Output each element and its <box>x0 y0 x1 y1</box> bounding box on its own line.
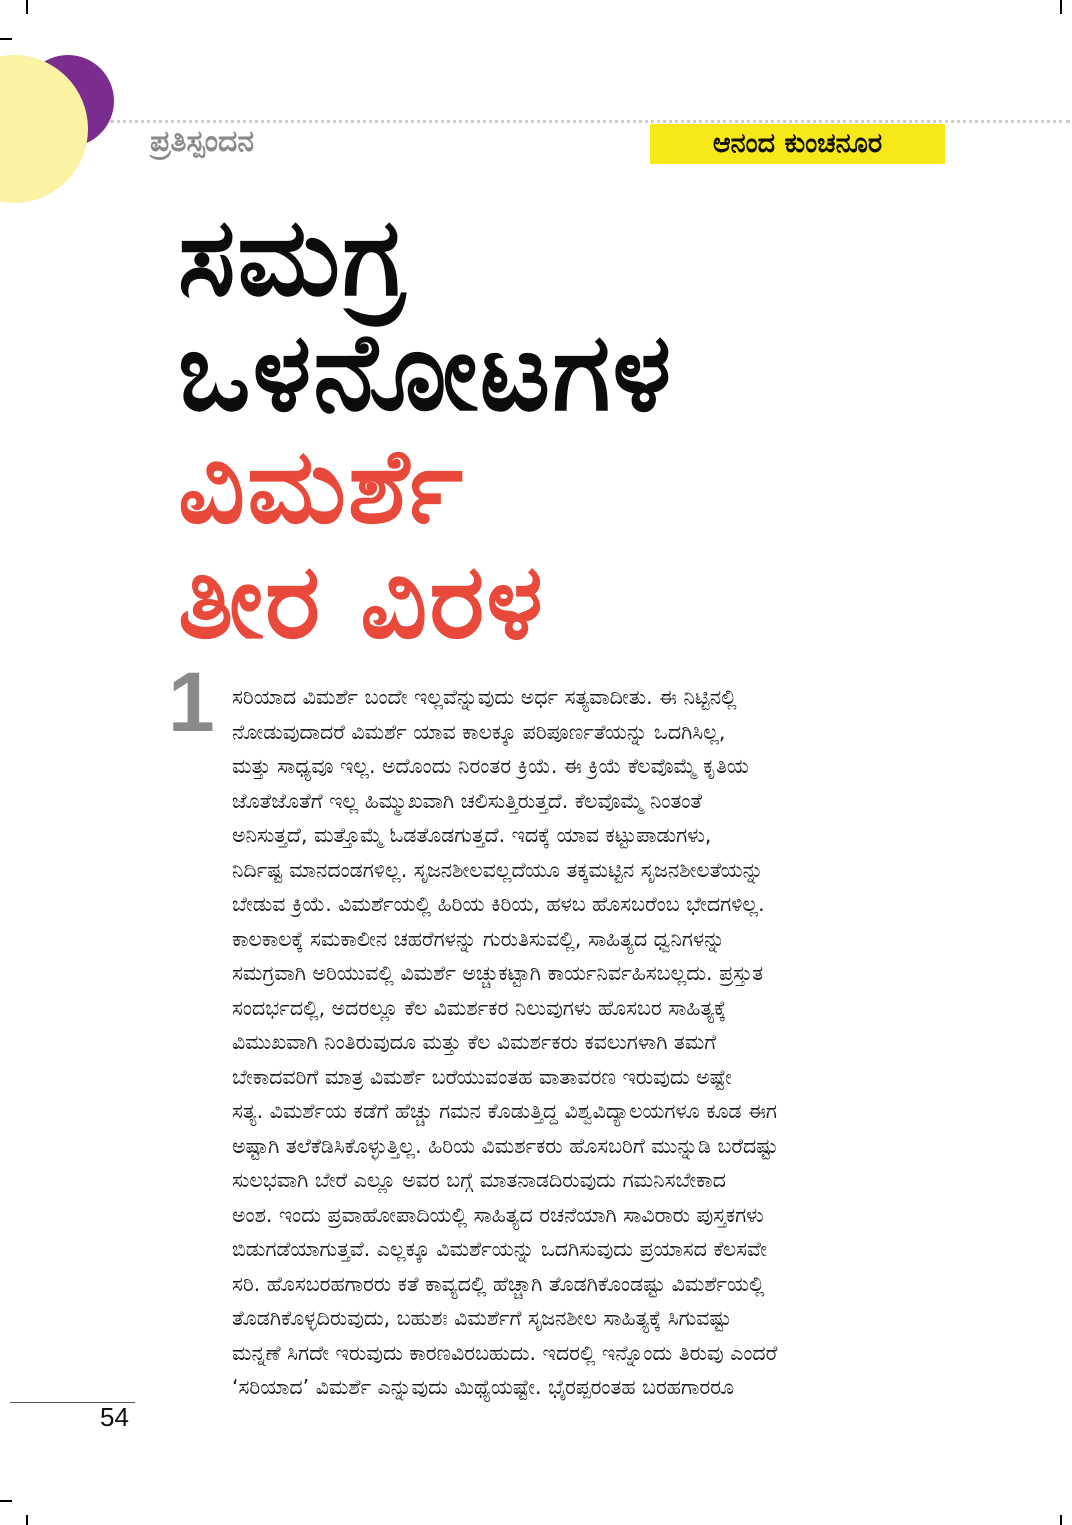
crop-mark-left-upper <box>0 38 12 40</box>
body-line: ಸುಲಭವಾಗಿ ಬೇರೆ ಎಲ್ಲೂ ಅವರ ಬಗ್ಗೆ ಮಾತನಾಡದಿರುವುದು ಗಮನಿಸಬೇಕಾದ <box>232 1168 726 1192</box>
crop-mark-left-lower <box>0 1500 12 1502</box>
article-body <box>232 680 937 1405</box>
crop-mark-bottom-right <box>1060 1515 1062 1525</box>
body-line: ಸಮಗ್ರವಾಗಿ ಅರಿಯುವಲ್ಲಿ ವಿಮರ್ಶೆ ಅಚ್ಚುಕಟ್ಟಾಗಿ ಕಾರ್ಯನಿರ್ವಹಿಸಬಲ್ಲದು. ಪ್ರಸ್ತುತ <box>232 961 764 985</box>
page-number: 54 <box>100 1402 129 1432</box>
body-line: ಸರಿ. ಹೊಸಬರಹಗಾರರು ಕತೆ ಕಾವ್ಯದಲ್ಲಿ ಹೆಚ್ಚಾಗಿ ತೊಡಗಿಕೊಂಡಷ್ಟು ವಿಮರ್ಶೆಯಲ್ಲಿ <box>232 1271 765 1296</box>
body-line: ಬೇಕಾದವರಿಗೆ ಮಾತ್ರ ವಿಮರ್ಶೆ ಬರೆಯುವಂತಹ ವಾತಾವರಣ ಇರುವುದು ಅಷ್ಟೇ <box>232 1064 732 1089</box>
header-dotted-rule <box>110 120 1070 123</box>
crop-mark-bottom-left <box>26 1515 28 1525</box>
headline-line-2: ಒಳನೋಟಗಳ <box>178 310 674 435</box>
body-line: ವಿಮುಖವಾಗಿ ನಿಂತಿರುವುದೂ ಮತ್ತು ಕೆಲ ವಿಮರ್ಶಕರು ಕವಲುಗಳಾಗಿ ತಮಗೆ <box>232 1030 717 1054</box>
body-line: ಜೊತೆಜೊತೆಗೆ ಇಲ್ಲ ಹಿಮ್ಮುಖವಾಗಿ ಚಲಿಸುತ್ತಿರುತ್ತದೆ. ಕೆಲವೊಮ್ಮೆ ನಿಂತಂತೆ <box>232 788 703 813</box>
crop-mark-top-left <box>26 0 28 14</box>
headline-line-4: ತೀರ ವಿರಳ <box>178 540 545 662</box>
body-line: ಅಂಶ. ಇಂದು ಪ್ರವಾಹೋಪಾದಿಯಲ್ಲಿ ಸಾಹಿತ್ಯದ ರಚನೆಯಾಗಿ ಸಾವಿರಾರು ಪುಸ್ತಕಗಳು <box>232 1202 764 1227</box>
headline-line-1: ಸಮಗ್ರ <box>178 195 408 320</box>
body-line: ಸಂದರ್ಭದಲ್ಲಿ, ಅದರಲ್ಲೂ ಕೆಲ ವಿಮರ್ಶಕರ ನಿಲುವುಗಳು ಹೊಸಬರ ಸಾಹಿತ್ಯಕ್ಕೆ <box>232 995 727 1020</box>
body-line: ನಿರ್ದಿಷ್ಟ ಮಾನದಂಡಗಳಿಲ್ಲ. ಸೃಜನಶೀಲವಲ್ಲದೆಯೂ ತಕ್ಕಮಟ್ಟಿನ ಸೃಜನಶೀಲತೆಯನ್ನು <box>232 857 764 882</box>
body-line: ಬೇಡುವ ಕ್ರಿಯೆ. ವಿಮರ್ಶೆಯಲ್ಲಿ ಹಿರಿಯ ಕಿರಿಯ, ಹಳಬ ಹೊಸಬರೆಂಬ ಭೇದಗಳಿಲ್ಲ. <box>232 892 765 916</box>
body-line: ನೋಡುವುದಾದರೆ ವಿಮರ್ಶೆ ಯಾವ ಕಾಲಕ್ಕೂ ಪರಿಪೂರ್ಣತೆಯನ್ನು ಒದಗಿಸಿಲ್ಲ, <box>232 719 726 744</box>
section-label: ಪ್ರತಿಸ್ಪಂದನ <box>150 124 255 159</box>
body-line: ಅನಿಸುತ್ತದೆ, ಮತ್ತೊಮ್ಮೆ ಓಡತೊಡಗುತ್ತದೆ. ಇದಕ್ಕೆ ಯಾವ ಕಟ್ಟುಪಾಡುಗಳು, <box>232 823 712 847</box>
body-line: ಕಾಲಕಾಲಕ್ಕೆ ಸಮಕಾಲೀನ ಚಹರೆಗಳನ್ನು ಗುರುತಿಸುವಲ್ಲಿ, ಸಾಹಿತ್ಯದ ಧ್ವನಿಗಳನ್ನು <box>232 926 725 951</box>
body-line: ಬಿಡುಗಡೆಯಾಗುತ್ತವೆ. ಎಲ್ಲಕ್ಕೂ ವಿಮರ್ಶೆಯನ್ನು ಒದಗಿಸುವುದು ಪ್ರಯಾಸದ ಕೆಲಸವೇ <box>232 1237 767 1261</box>
body-line: ಅಷ್ಟಾಗಿ ತಲೆಕೆಡಿಸಿಕೊಳ್ಳುತ್ತಿಲ್ಲ. ಹಿರಿಯ ವಿಮರ್ಶಕರು ಹೊಸಬರಿಗೆ ಮುನ್ನುಡಿ ಬರೆದಷ್ಟು <box>232 1133 779 1158</box>
drop-cap-number: 1 <box>168 655 215 749</box>
body-line: ‘ಸರಿಯಾದ’ ವಿಮರ್ಶೆ ಎನ್ನುವುದು ಮಿಥ್ಯೆಯಷ್ಟೇ. ಭೈರಪ್ಪರಂತಹ ಬರಹಗಾರರೂ <box>232 1375 735 1399</box>
crop-mark-top-right <box>1060 0 1062 14</box>
author-badge <box>650 124 945 164</box>
headline-line-3: ವಿಮರ್ಶೆ <box>178 425 466 547</box>
body-line: ತೊಡಗಿಕೊಳ್ಳದಿರುವುದು, ಬಹುಶಃ ವಿಮರ್ಶೆಗೆ ಸೃಜನಶೀಲ ಸಾಹಿತ್ಯಕ್ಕೆ ಸಿಗುವಷ್ಟು <box>232 1306 732 1330</box>
body-line: ಸತ್ಯ. ವಿಮರ್ಶೆಯ ಕಡೆಗೆ ಹೆಚ್ಚು ಗಮನ ಕೊಡುತ್ತಿದ್ದ ವಿಶ್ವವಿದ್ಯಾಲಯಗಳೂ ಕೂಡ ಈಗ <box>232 1099 778 1123</box>
author-name: ಆನಂದ ಕುಂಚನೂರ <box>712 128 883 159</box>
body-line: ಮನ್ನಣೆ ಸಿಗದೇ ಇರುವುದು ಕಾರಣವಿರಬಹುದು. ಇದರಲ್ಲಿ ಇನ್ನೊಂದು ತಿರುವು ಎಂದರೆ <box>232 1340 778 1365</box>
body-line: ಸರಿಯಾದ ವಿಮರ್ಶೆ ಬಂದೇ ಇಲ್ಲವೆನ್ನುವುದು ಅರ್ಧ ಸತ್ಯವಾದೀತು. ಈ ನಿಟ್ಟಿನಲ್ಲಿ <box>232 685 737 709</box>
body-line: ಮತ್ತು ಸಾಧ್ಯವೂ ಇಲ್ಲ. ಅದೊಂದು ನಿರಂತರ ಕ್ರಿಯೆ. ಈ ಕ್ರಿಯೆ ಕೆಲವೊಮ್ಮೆ ಕೃತಿಯ <box>232 754 749 778</box>
